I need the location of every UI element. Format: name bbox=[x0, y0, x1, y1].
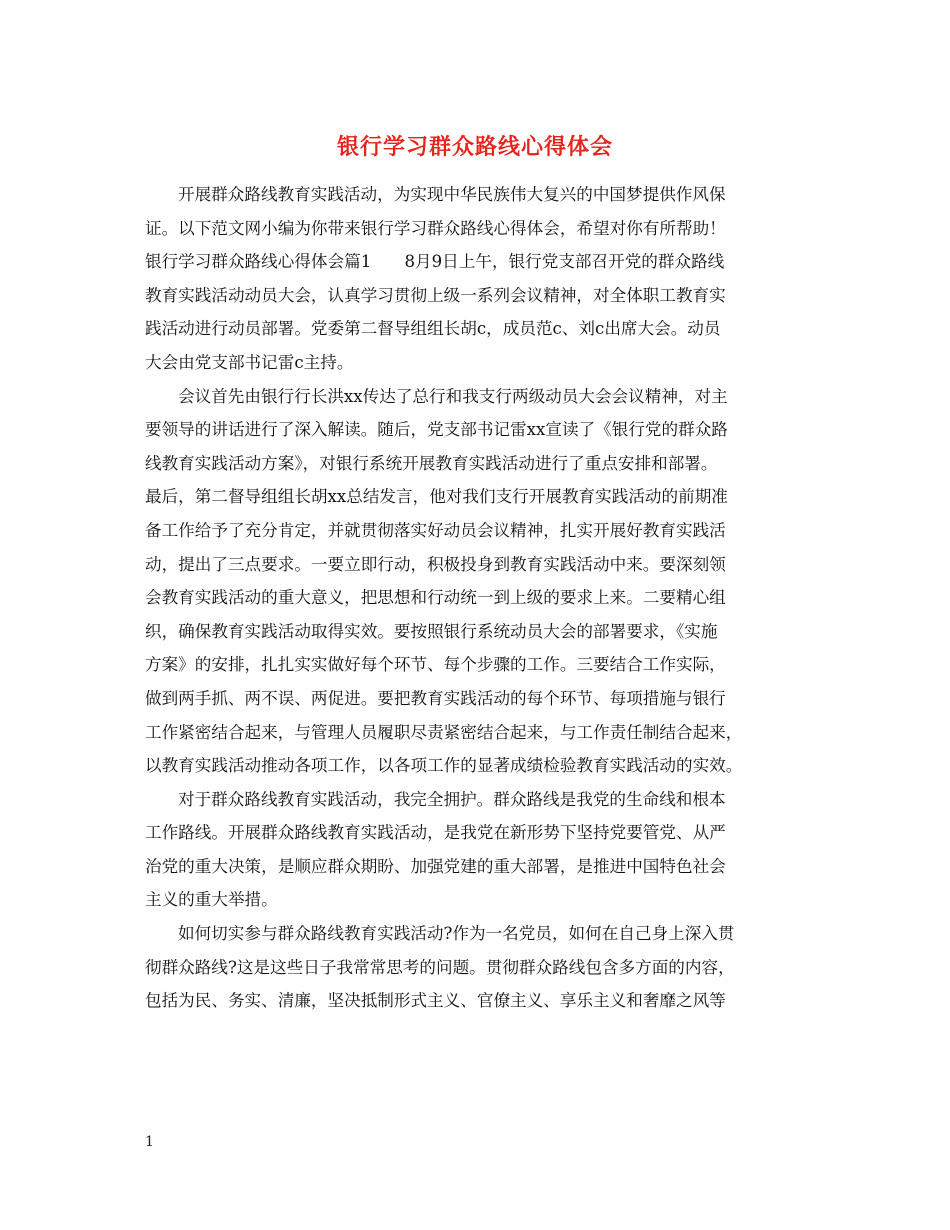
text-line: 会议首先由银行行长洪xx传达了总行和我支行两级动员大会会议精神，对主 bbox=[178, 386, 728, 406]
text-line: 主义的重大举措。 bbox=[145, 890, 278, 910]
text-line: 方案》的安排，扎扎实实做好每个环节、每个步骤的工作。三要结合工作实际， bbox=[145, 655, 726, 675]
text-line: 教育实践活动动员大会，认真学习贯彻上级一系列会议精神，对全体职工教育实 bbox=[145, 285, 726, 305]
text-line: 要领导的讲话进行了深入解读。随后，党支部书记雷xx宣读了《银行党的群众路 bbox=[145, 420, 728, 440]
page-number: 1 bbox=[145, 1134, 154, 1150]
text-line: 做到两手抓、两不误、两促进。要把教育实践活动的每个环节、每项措施与银行 bbox=[145, 688, 726, 708]
text-line: 工作紧密结合起来，与管理人员履职尽责紧密结合起来，与工作责任制结合起来， bbox=[145, 722, 743, 742]
text-line: 备工作给予了充分肯定，并就贯彻落实好动员会议精神，扎实开展好教育实践活 bbox=[145, 520, 726, 540]
text-line: 以教育实践活动推动各项工作，以各项工作的显著成绩检验教育实践活动的实效。 bbox=[145, 756, 743, 776]
text-line: 开展群众路线教育实践活动，为实现中华民族伟大复兴的中国梦提供作风保 bbox=[178, 185, 726, 204]
text-line: 践活动进行动员部署。党委第二督导组组长胡c，成员范c、刘c出席大会。动员 bbox=[145, 319, 721, 339]
document-body bbox=[145, 178, 820, 1018]
text-line: 银行学习群众路线心得体会篇1 8月9日上午，银行党支部召开党的群众路线 bbox=[145, 252, 725, 272]
text-line: 大会由党支部书记雷c主持。 bbox=[145, 352, 354, 372]
text-line: 会教育实践活动的重大意义，把思想和行动统一到上级的要求上来。二要精心组 bbox=[145, 588, 726, 608]
text-line: 工作路线。开展群众路线教育实践活动，是我党在新形势下坚持党要管党、从严 bbox=[145, 823, 726, 843]
document-title: 银行学习群众路线心得体会 bbox=[336, 134, 613, 160]
text-line: 如何切实参与群众路线教育实践活动?作为一名党员，如何在自己身上深入贯 bbox=[178, 924, 735, 944]
text-line: 包括为民、务实、清廉，坚决抵制形式主义、官僚主义、享乐主义和奢靡之风等 bbox=[145, 991, 726, 1011]
text-line: 线教育实践活动方案》，对银行系统开展教育实践活动进行了重点安排和部署。 bbox=[145, 453, 718, 473]
text-line: 治党的重大决策，是顺应群众期盼、加强党建的重大部署，是推进中国特色社会 bbox=[145, 856, 726, 876]
text-line: 彻群众路线?这是这些日子我常常思考的问题。贯彻群众路线包含多方面的内容， bbox=[145, 957, 735, 977]
text-line: 对于群众路线教育实践活动，我完全拥护。群众路线是我党的生命线和根本 bbox=[178, 789, 726, 809]
text-line: 动，提出了三点要求。一要立即行动，积极投身到教育实践活动中来。要深刻领 bbox=[145, 554, 726, 574]
text-line: 最后，第二督导组组长胡xx总结发言，他对我们支行开展教育实践活动的前期准 bbox=[145, 487, 728, 507]
text-line: 织，确保教育实践活动取得实效。要按照银行系统动员大会的部署要求，《实施 bbox=[145, 621, 718, 641]
text-line: 证。以下范文网小编为你带来银行学习群众路线心得体会，希望对你有所帮助！ bbox=[145, 218, 726, 238]
